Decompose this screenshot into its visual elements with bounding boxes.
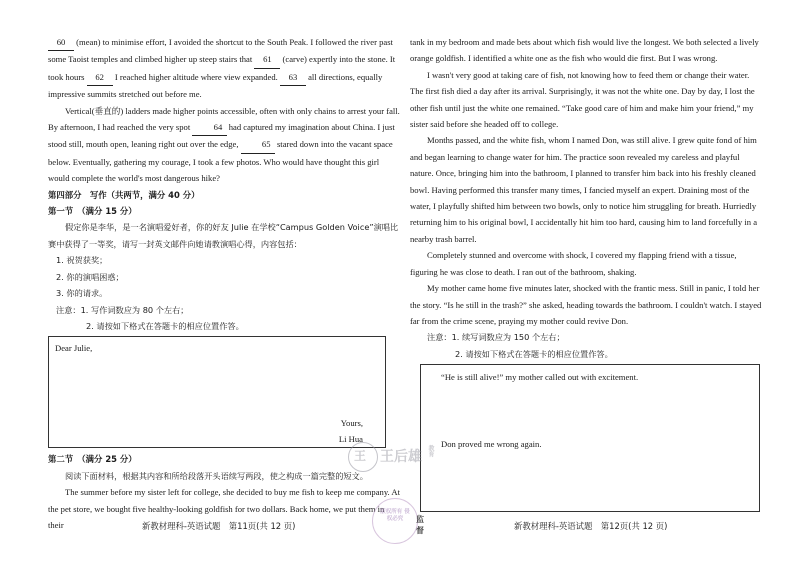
continuation-answer-box (420, 364, 760, 512)
watermark-sub: 教育 (427, 445, 434, 457)
story-paragraph-1: The summer before my sister left for college, she decided to buy me fish to keep me company. At the pet store, we bought five healthy-looking goldfish for two dollars. Back home, we put them in their (48, 487, 400, 530)
story-paragraph-4: Completely stunned and overcome with shock, I covered my flapping friend with a tissue, figuring he was close to death. I ran out of the bathroom, shaking. (410, 250, 737, 277)
paragraph-2-text-run: stared down into the vacant space below. Eventually, gathering my courage, I took a few photos. Who would have thought this girl would complete the world's most dangerous hike? (48, 139, 393, 184)
answer-blank-61: 61 (254, 51, 280, 68)
paragraph-1-text-run: (carve) expertly into the stone. It took hours (48, 54, 396, 82)
right-page-footer: 新教材理科-英语试题 第12页(共 12 页) (514, 521, 668, 531)
story-paragraph-2: I wasn't very good at taking care of fish, not knowing how to feed them or change their water. The first fish died a day after its arrival. Surprisingly, it was not the white one. Day by day, I lost the other fish until just the white one remained. “Take good care of him and make him your friend,” my sister said before she headed off to college. (410, 69, 755, 130)
continuation-opening-1: “He is still alive!” my mother called out with excitement. (441, 372, 639, 383)
task1-item-3: 3. 你的请求。 (56, 288, 108, 299)
story-paragraph-1-cont: tank in my bedroom and made bets about which fish would live the longest. We both selected a lively orange goldfish. I identified a white one as the fish who would die first. But I was wrong. (410, 37, 759, 64)
task1-note-2: 2. 请按如下格式在答题卡的相应位置作答。 (86, 320, 244, 331)
answer-blank-63: 63 (280, 69, 306, 86)
task2-note-2: 2. 请按如下格式在答题卡的相应位置作答。 (455, 348, 613, 359)
paragraph-1-text-run: (mean) to minimise effort, I avoided the shortcut to the South Peak. I followed the river past some Taoist temples and climbed higher up steep stairs that (48, 37, 393, 65)
paragraph-2-text-run: had captured my imagination about China. I just stood still, mouth open, leaning right out over the edge, (48, 122, 395, 150)
task1-instructions: 假定你是李华，是一名演唱爱好者，你的好友 Julie 在学校“Campus Golden Voice”演唱比赛中获得了一等奖，请写一封英文邮件向她请教演唱心得，内容包括： (48, 222, 399, 249)
passage-paragraph-2 (48, 103, 400, 187)
story-paragraph-5: My mother came home five minutes later, shocked with the frantic mess. Still in panic, I told her the story. “Is he still in the trash?” she asked, heading towards the bathroom. I couldn't watch. I stayed far from the crime scene, praying my mother could revive Don. (410, 283, 762, 326)
part4-heading: 第四部分 写作（共两节，满分 40 分） (48, 189, 200, 200)
answer-blank-65: 65 (241, 136, 275, 153)
task1-note-1: 注意：1. 写作词数应为 80 个左右； (56, 304, 189, 315)
task2-instructions: 阅读下面材料，根据其内容和所给段落开头语续写两段，使之构成一篇完整的短文。 (65, 470, 368, 481)
paragraph-2-text-run: Vertical(垂直的) ladders made higher points accessible, often with only chains to arrest your fall. By afternoon, I had reached the very spot (48, 105, 400, 133)
answer-blank-62: 62 (87, 69, 113, 86)
paragraph-1-text-run: all directions, equally impressive summits stretched out before me. (48, 71, 383, 100)
stamp-text: 版权所有 侵权必究 (380, 509, 410, 522)
section2-heading: 第二节 （满分 25 分） (48, 454, 137, 465)
task1-item-1: 1. 祝贺获奖； (56, 255, 108, 266)
letter-closing: Yours, (340, 418, 363, 429)
task1-item-2: 2. 你的演唱困惑； (56, 271, 124, 282)
answer-blank-64: 64 (192, 119, 226, 136)
paragraph-1-text-run: I reached higher altitude where view expanded. (112, 71, 280, 82)
copyright-stamp (372, 498, 424, 546)
passage-paragraph-1 (48, 34, 400, 103)
section1-heading: 第一节 （满分 15 分） (48, 206, 137, 217)
letter-answer-box (48, 336, 386, 448)
continuation-opening-2: Don proved me wrong again. (441, 439, 542, 450)
task2-note-1: 注意：1. 续写词数应为 150 个左右； (427, 332, 565, 343)
answer-blank-60: 60 (48, 34, 74, 51)
watermark-brand: 王后雄 (380, 449, 422, 465)
story-paragraph-3: Months passed, and the white fish, whom I named Don, was still alive. I grew quite fond of him and began learning to change water for him. The practice soon revealed my careless and playful nature. Once, bringing him into the bathroom, I planned to transfer him back into his freshly cleaned bowl. Having performed this transfer many times, I fancied myself an expert. Draining most of the water, I playfully shifted him between two bowls, only to notice him struggling for breath. Hurriedly returning him to his original bowl, I accidentally hit him too hard, causing him to land forcefully in a nearby trash barrel. (410, 135, 758, 244)
left-page-footer: 新教材理科-英语试题 第11页(共 12 页) (142, 521, 296, 531)
right-column (410, 34, 762, 512)
publisher-watermark: 王 王后雄 教育 (348, 440, 438, 476)
letter-signature: Li Hua (338, 434, 363, 445)
stamp-label: 监督 (416, 515, 424, 535)
letter-greeting: Dear Julie, (55, 343, 93, 354)
